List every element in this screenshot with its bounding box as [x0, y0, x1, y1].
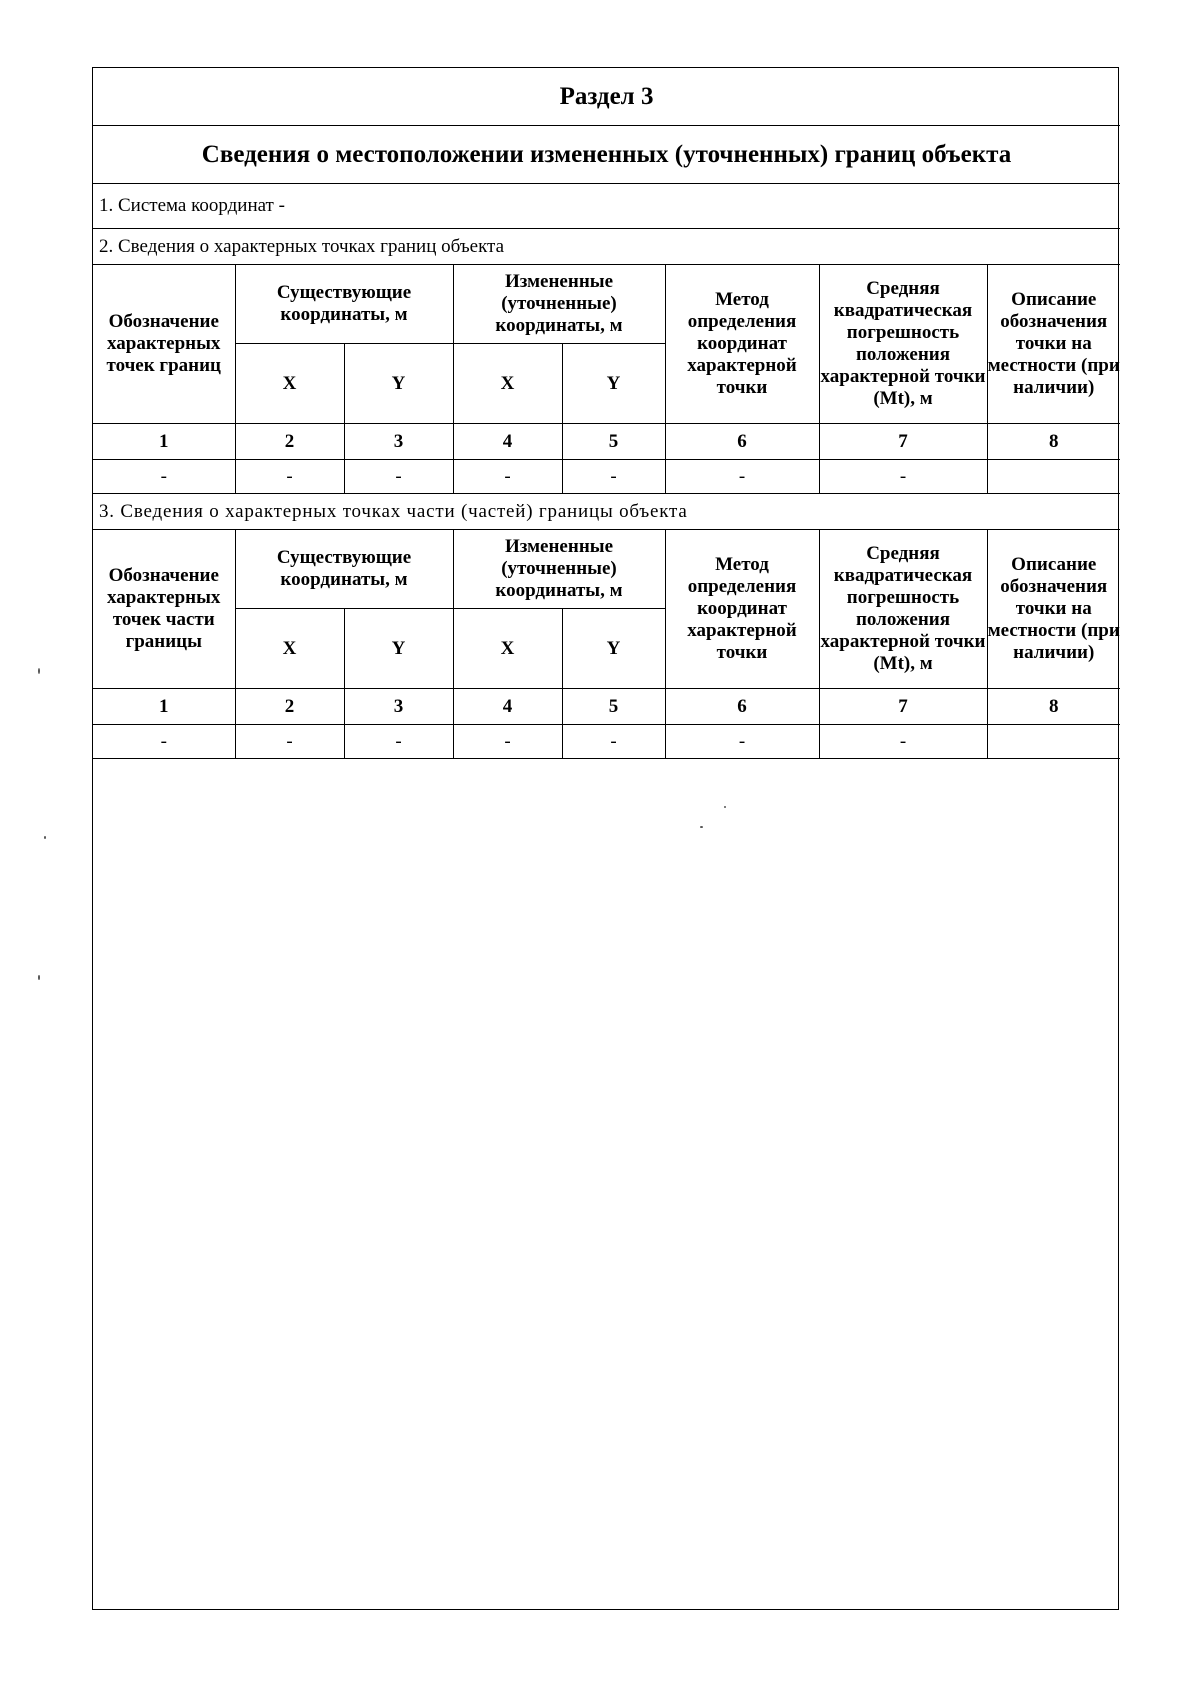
- header-designation: Обозначение характерных точек части границы: [93, 530, 235, 689]
- header-y-changed: Y: [562, 609, 665, 689]
- header-changed-coordinates: Измененные (уточненные) координаты, м: [453, 530, 665, 609]
- header-y: Y: [344, 609, 453, 689]
- header-x: X: [235, 609, 344, 689]
- header-existing-coordinates: Существующие координаты, м: [235, 530, 453, 609]
- column-number: 5: [562, 424, 665, 460]
- table-cell: -: [344, 460, 453, 494]
- header-error: Средняя квадратическая погрешность положения характерной точки (Mt), м: [819, 265, 987, 424]
- scan-speck: [700, 826, 703, 828]
- table-row: [93, 725, 1120, 759]
- table-cell: -: [453, 460, 562, 494]
- header-method: Метод определения координат характерной точки: [665, 265, 819, 424]
- table-cell: -: [665, 460, 819, 494]
- header-error: Средняя квадратическая погрешность положения характерной точки (Mt), м: [819, 530, 987, 689]
- header-existing-coordinates: Существующие координаты, м: [235, 265, 453, 344]
- table-cell: -: [344, 725, 453, 759]
- column-number: 1: [93, 424, 235, 460]
- part-points-caption: 3. Сведения о характерных точках части (частей) границы объекта: [93, 494, 1120, 530]
- column-number: 6: [665, 689, 819, 725]
- column-numbers-row: [93, 689, 1120, 725]
- header-changed-coordinates: Измененные (уточненные) координаты, м: [453, 265, 665, 344]
- scan-speck: [38, 975, 40, 980]
- table-cell: [987, 725, 1120, 759]
- header-x: X: [235, 344, 344, 424]
- table-cell: -: [93, 460, 235, 494]
- section-heading: Раздел 3: [93, 68, 1120, 126]
- document-title: Сведения о местоположении измененных (уточненных) границ объекта: [93, 126, 1120, 184]
- table-cell: [987, 460, 1120, 494]
- scan-speck: [44, 836, 46, 839]
- column-number: 5: [562, 689, 665, 725]
- table-cell: -: [665, 725, 819, 759]
- column-number: 2: [235, 689, 344, 725]
- header-y-changed: Y: [562, 344, 665, 424]
- header-x-changed: X: [453, 609, 562, 689]
- column-numbers-row: [93, 424, 1120, 460]
- table-cell: -: [562, 725, 665, 759]
- table-cell: -: [562, 460, 665, 494]
- table-cell: -: [235, 725, 344, 759]
- column-number: 6: [665, 424, 819, 460]
- column-number: 3: [344, 689, 453, 725]
- table-cell: -: [453, 725, 562, 759]
- scan-speck: [724, 806, 726, 808]
- column-number: 7: [819, 689, 987, 725]
- column-number: 2: [235, 424, 344, 460]
- header-y: Y: [344, 344, 453, 424]
- column-number: 3: [344, 424, 453, 460]
- column-number: 4: [453, 689, 562, 725]
- header-description: Описание обозначения точки на местности (при наличии): [987, 530, 1120, 689]
- header-x-changed: X: [453, 344, 562, 424]
- header-method: Метод определения координат характерной точки: [665, 530, 819, 689]
- column-number: 8: [987, 424, 1120, 460]
- table-cell: -: [819, 725, 987, 759]
- column-number: 4: [453, 424, 562, 460]
- table-cell: -: [93, 725, 235, 759]
- document-frame: [92, 67, 1119, 1610]
- points-caption: 2. Сведения о характерных точках границ объекта: [93, 229, 1120, 265]
- header-description: Описание обозначения точки на местности (при наличии): [987, 265, 1120, 424]
- section-table: [93, 68, 1120, 759]
- table-cell: -: [819, 460, 987, 494]
- scan-speck: [38, 668, 40, 674]
- coordinate-system-row: 1. Система координат -: [93, 184, 1120, 229]
- column-number: 7: [819, 424, 987, 460]
- table-row: [93, 460, 1120, 494]
- column-number: 8: [987, 689, 1120, 725]
- column-number: 1: [93, 689, 235, 725]
- table-cell: -: [235, 460, 344, 494]
- header-designation: Обозначение характерных точек границ: [93, 265, 235, 424]
